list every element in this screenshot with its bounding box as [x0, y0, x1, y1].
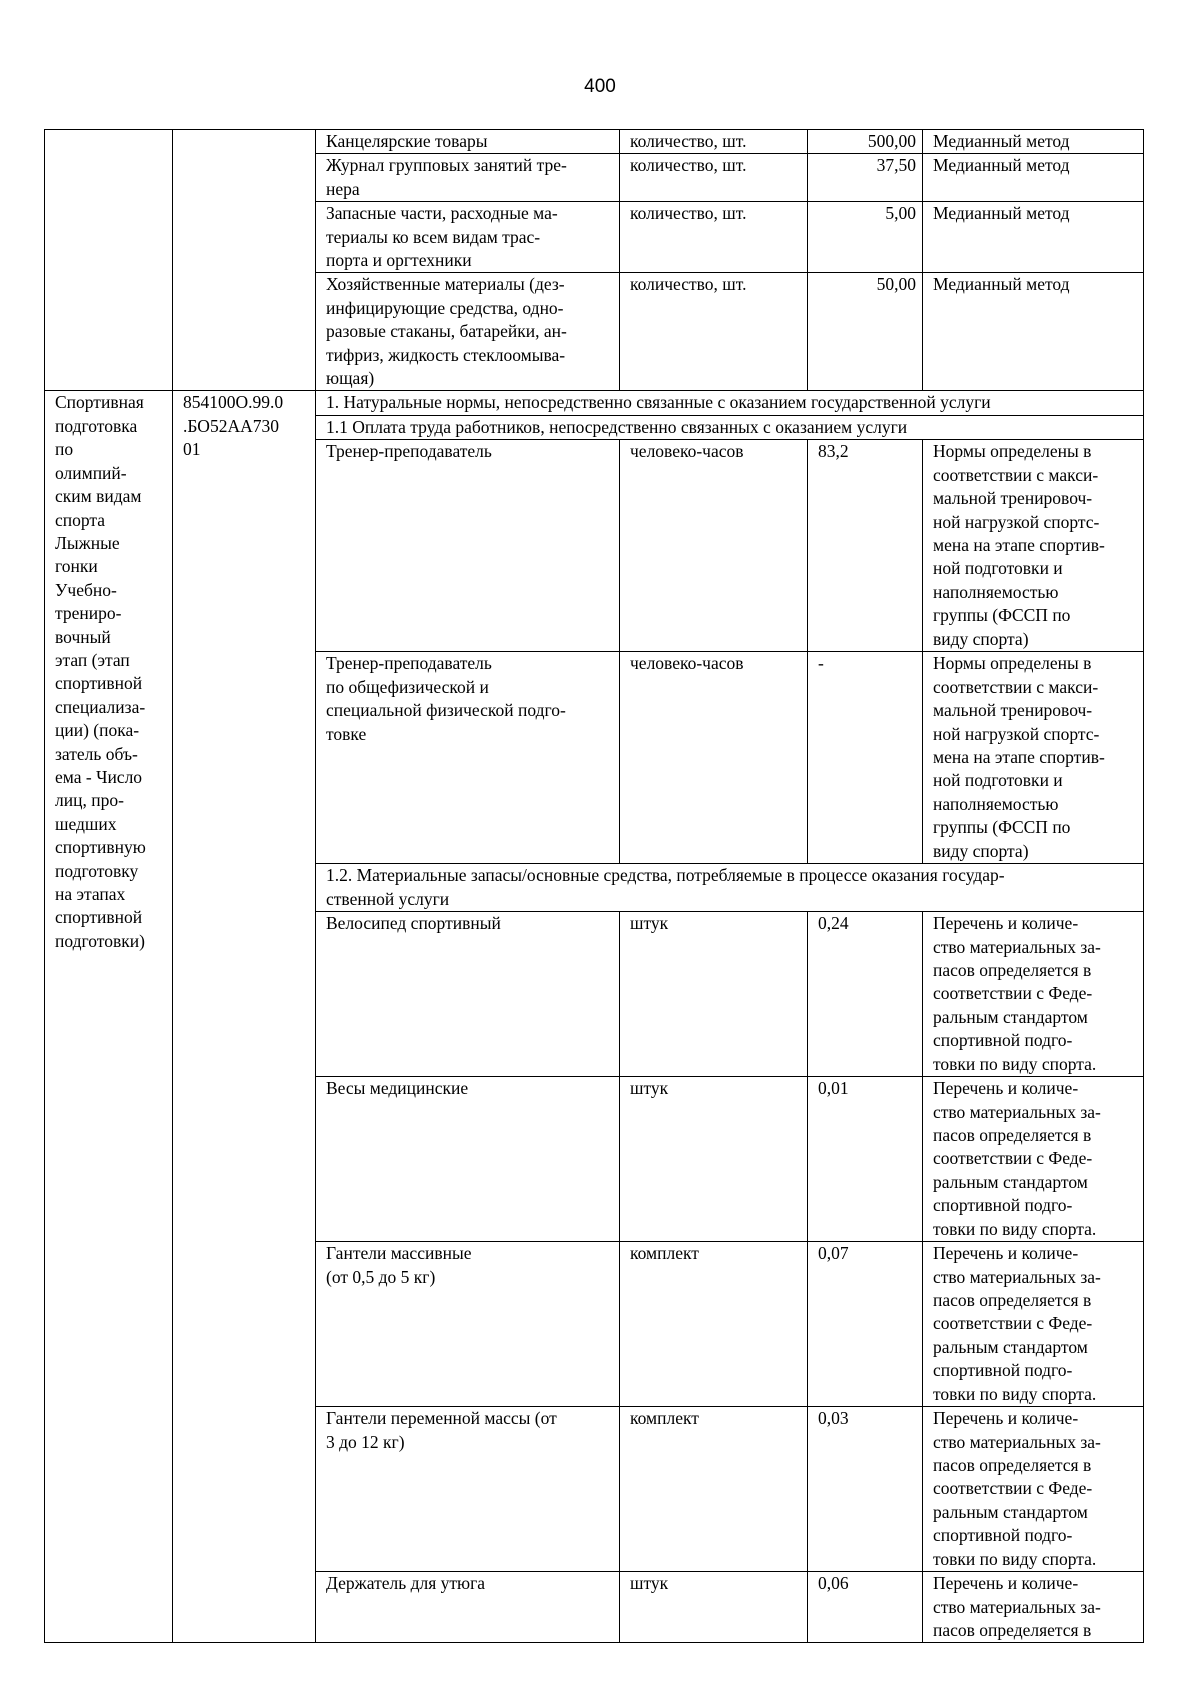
- item-method: Медианный метод: [923, 202, 1144, 273]
- service-name: Спортивная подготовка по олимпий- ским видам спорта Лыжные гонки Учебно- трениро- вочный этап (этап спортивной специализа- ции) (пока- затель объ- ема - Число лиц, про- шедших спортивную подготовку на этапах спортивной подготовки): [45, 391, 173, 1643]
- norms-table: [44, 129, 1144, 1643]
- item-value: 0,07: [808, 1242, 923, 1407]
- item-method: Медианный метод: [923, 130, 1144, 154]
- empty-service-cell: [45, 130, 173, 391]
- item-value: 0,01: [808, 1077, 923, 1242]
- item-value: 0,03: [808, 1407, 923, 1572]
- item-unit: количество, шт.: [620, 154, 808, 202]
- item-name: Гантели переменной массы (от 3 до 12 кг): [316, 1407, 620, 1572]
- section-heading: 1.2. Материальные запасы/основные средства, потребляемые в процессе оказания государ- ственной услуги: [316, 864, 1144, 912]
- section-heading: 1.1 Оплата труда работников, непосредственно связанных с оказанием услуги: [316, 415, 1144, 439]
- item-method: Медианный метод: [923, 154, 1144, 202]
- item-value: 37,50: [808, 154, 923, 202]
- item-note: Перечень и количе- ство материальных за- пасов определяется в соответствии с Феде- ральным стандартом спортивной подго- товки по виду спорта.: [923, 912, 1144, 1077]
- item-name: Журнал групповых занятий тре- нера: [316, 154, 620, 202]
- service-code: 854100О.99.0 .БО52АА730 01: [173, 391, 316, 1643]
- item-name: Хозяйственные материалы (дез- инфицирующие средства, одно- разовые стаканы, батарейки, ан- тифриз, жидкость стеклоомыва- ющая): [316, 273, 620, 391]
- item-unit: количество, шт.: [620, 273, 808, 391]
- item-name: Весы медицинские: [316, 1077, 620, 1242]
- item-name: Гантели массивные (от 0,5 до 5 кг): [316, 1242, 620, 1407]
- item-note: Нормы определены в соответствии с макси- мальной тренировоч- ной нагрузкой спортс- мена на этапе спортив- ной подготовки и наполняемостью группы (ФССП по виду спорта): [923, 440, 1144, 652]
- table-row: [45, 130, 1144, 154]
- item-unit: штук: [620, 1572, 808, 1643]
- item-unit: штук: [620, 912, 808, 1077]
- table-row: [45, 391, 1144, 415]
- item-value: 500,00: [808, 130, 923, 154]
- item-value: 50,00: [808, 273, 923, 391]
- item-unit: человеко-часов: [620, 440, 808, 652]
- empty-code-cell: [173, 130, 316, 391]
- item-value: 83,2: [808, 440, 923, 652]
- item-name: Тренер-преподаватель: [316, 440, 620, 652]
- item-unit: количество, шт.: [620, 202, 808, 273]
- item-name: Канцелярские товары: [316, 130, 620, 154]
- item-name: Велосипед спортивный: [316, 912, 620, 1077]
- item-unit: комплект: [620, 1242, 808, 1407]
- item-note: Перечень и количе- ство материальных за- пасов определяется в соответствии с Феде- ральным стандартом спортивной подго- товки по виду спорта.: [923, 1077, 1144, 1242]
- item-name: Тренер-преподаватель по общефизической и специальной физической подго- товке: [316, 652, 620, 864]
- item-value: 5,00: [808, 202, 923, 273]
- item-method: Медианный метод: [923, 273, 1144, 391]
- item-value: -: [808, 652, 923, 864]
- section-heading: 1. Натуральные нормы, непосредственно связанные с оказанием государственной услуги: [316, 391, 1144, 415]
- item-name: Запасные части, расходные ма- териалы ко всем видам трас- порта и оргтехники: [316, 202, 620, 273]
- item-unit: комплект: [620, 1407, 808, 1572]
- item-note: Перечень и количе- ство материальных за- пасов определяется в соответствии с Феде- ральным стандартом спортивной подго- товки по виду спорта.: [923, 1407, 1144, 1572]
- item-unit: человеко-часов: [620, 652, 808, 864]
- item-note: Перечень и количе- ство материальных за- пасов определяется в соответствии с Феде- ральным стандартом спортивной подго- товки по виду спорта.: [923, 1242, 1144, 1407]
- item-unit: штук: [620, 1077, 808, 1242]
- item-name: Держатель для утюга: [316, 1572, 620, 1643]
- item-note: Нормы определены в соответствии с макси- мальной тренировоч- ной нагрузкой спортс- мена на этапе спортив- ной подготовки и наполняемостью группы (ФССП по виду спорта): [923, 652, 1144, 864]
- item-value: 0,06: [808, 1572, 923, 1643]
- item-note: Перечень и количе- ство материальных за- пасов определяется в: [923, 1572, 1144, 1643]
- item-unit: количество, шт.: [620, 130, 808, 154]
- item-value: 0,24: [808, 912, 923, 1077]
- page-number: 400: [584, 76, 616, 97]
